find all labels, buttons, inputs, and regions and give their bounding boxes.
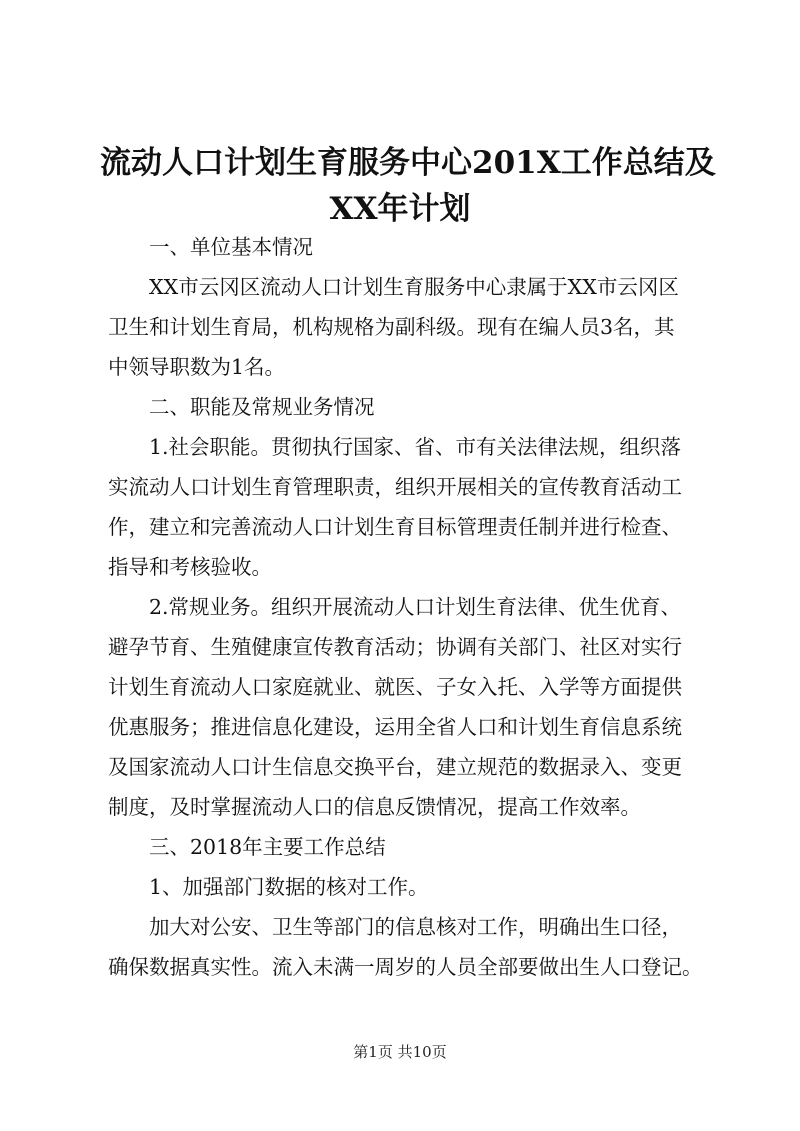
text-line: 卫生和计划生育局，机构规格为副科级。现有在编人员3名，其 [108, 315, 675, 339]
text-line: 加大对公安、卫生等部门的信息核对工作，明确出生口径， [149, 915, 682, 939]
body-paragraph [108, 267, 712, 387]
body-paragraph [108, 587, 712, 827]
body-paragraph [108, 427, 712, 587]
section-heading [108, 867, 712, 907]
document-title [100, 140, 716, 232]
section-heading [108, 827, 712, 867]
section-heading [108, 227, 712, 267]
title-line-1: 流动人口计划生育服务中心201X工作总结及 [100, 145, 716, 181]
text-line: 优惠服务；推进信息化建设，运用全省人口和计划生育信息系统 [108, 715, 682, 739]
section-heading [108, 387, 712, 427]
text-line: 实流动人口计划生育管理职责，组织开展相关的宣传教育活动工 [108, 475, 682, 499]
text-line: 指导和考核验收。 [108, 555, 272, 579]
page-footer: 第1页 共10页 [353, 1043, 447, 1061]
text-line: 避孕节育、生殖健康宣传教育活动；协调有关部门、社区对实行 [108, 635, 682, 659]
text-line: 及国家流动人口计生信息交换平台，建立规范的数据录入、变更 [108, 755, 682, 779]
document-body [108, 227, 712, 987]
text-line: 三、2018年主要工作总结 [149, 835, 386, 859]
text-line: 计划生育流动人口家庭就业、就医、子女入托、入学等方面提供 [108, 675, 682, 699]
title-line-2: XX年计划 [329, 191, 471, 227]
body-paragraph [108, 907, 712, 987]
text-line: 1.社会职能。贯彻执行国家、省、市有关法律法规，组织落 [149, 435, 682, 459]
text-line: 作，建立和完善流动人口计划生育目标管理责任制并进行检查、 [108, 515, 682, 539]
text-line: XX市云冈区流动人口计划生育服务中心隶属于XX市云冈区 [149, 275, 679, 299]
text-line: 一、单位基本情况 [149, 235, 313, 259]
text-line: 2.常规业务。组织开展流动人口计划生育法律、优生优育、 [149, 595, 682, 619]
text-line: 1、加强部门数据的核对工作。 [149, 875, 429, 899]
text-line: 二、职能及常规业务情况 [149, 395, 375, 419]
text-line: 中领导职数为1名。 [108, 355, 286, 379]
text-line: 制度，及时掌握流动人口的信息反馈情况，提高工作效率。 [108, 795, 641, 819]
text-line: 确保数据真实性。流入未满一周岁的人员全部要做出生人口登记。 [108, 955, 703, 979]
